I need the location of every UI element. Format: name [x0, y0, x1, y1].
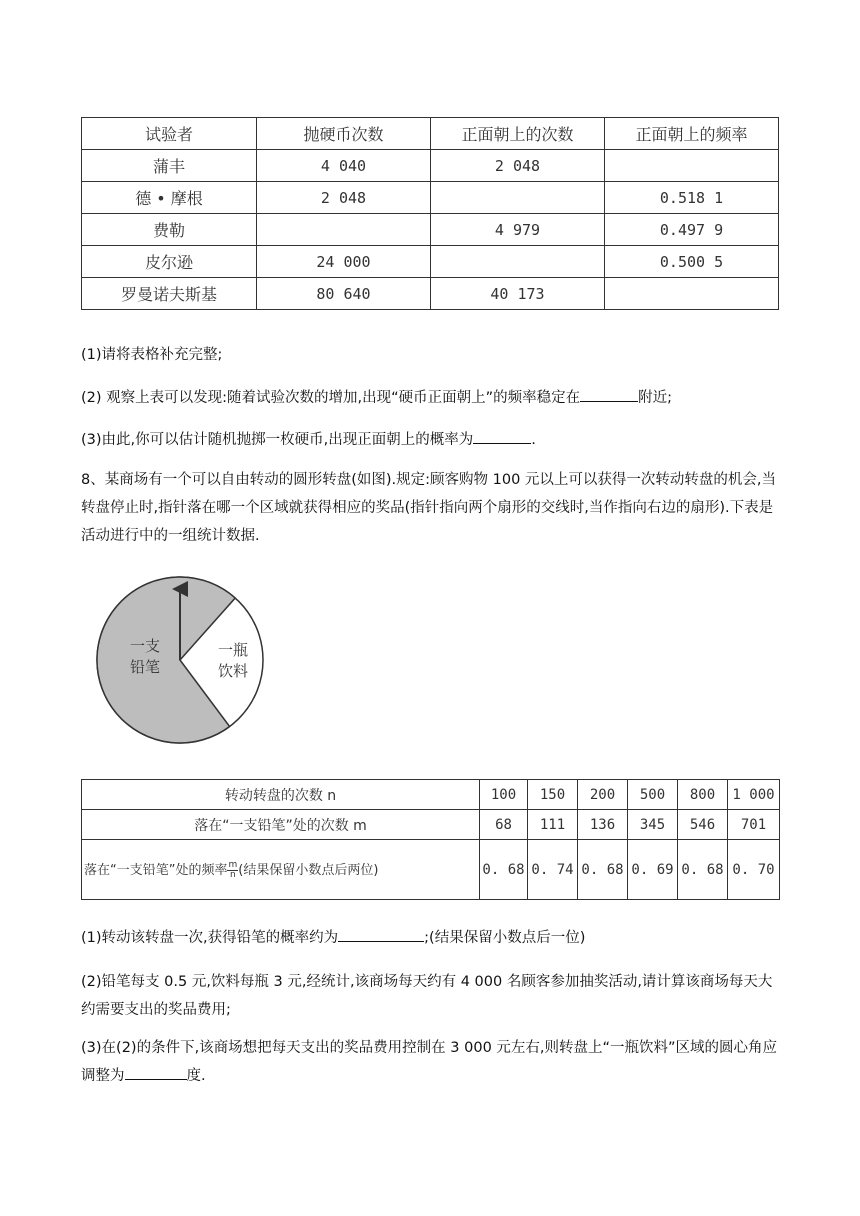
table-row	[82, 246, 779, 278]
q8-part3-text: (3)在(2)的条件下,该商场想把每天支出的奖品费用控制在 3 000 元左右,则转盘上“一瓶饮料”区域的圆心角应调整为	[81, 1040, 778, 1084]
table-row	[82, 150, 779, 182]
q8-part3-tail: 度.	[186, 1068, 206, 1084]
q8-part1-text: (1)转动该转盘一次,获得铅笔的概率约为	[81, 930, 339, 946]
pencil-label-line2: 铅笔	[129, 658, 161, 676]
header-cell: 正面朝上的频率	[605, 118, 779, 150]
row-label-spins: 转动转盘的次数 n	[82, 780, 480, 810]
fraction-m-over-n	[227, 861, 238, 880]
table-cell: 24 000	[257, 246, 431, 278]
row-label-hits: 落在“一支铅笔”处的次数 m	[82, 810, 480, 840]
q7-part2-text: (2) 观察上表可以发现:随着试验次数的增加,出现“硬币正面朝上”的频率稳定在	[81, 390, 581, 406]
table-cell: 150	[528, 780, 578, 810]
table-row	[82, 278, 779, 310]
table-cell: 0. 68	[578, 840, 628, 900]
table-row	[82, 182, 779, 214]
table-cell: 40 173	[431, 278, 605, 310]
table-cell: 0.500 5	[605, 246, 779, 278]
table-cell: 546	[678, 810, 728, 840]
table-cell: 蒲丰	[82, 150, 257, 182]
q8-part2: (2)铅笔每支 0.5 元,饮料每瓶 3 元,经统计,该商场每天约有 4 000 名顾客参加抽奖活动,请计算该商场每天大约需要支出的奖品费用;	[81, 974, 773, 1018]
table-cell: 0. 69	[628, 840, 678, 900]
q8-part3	[81, 1034, 783, 1090]
answer-blank	[125, 1063, 187, 1080]
table-row	[82, 840, 780, 900]
table-cell: 0.518 1	[605, 182, 779, 214]
table-cell	[257, 214, 431, 246]
q7-part1: (1)请将表格补充完整;	[81, 347, 223, 363]
drink-label-line1: 一瓶	[217, 641, 249, 659]
table-cell: 费勒	[82, 214, 257, 246]
q7-part2-tail: 附近;	[638, 390, 673, 406]
table-row	[82, 214, 779, 246]
table-row	[82, 780, 780, 810]
table-cell: 136	[578, 810, 628, 840]
q7-part3-text: (3)由此,你可以估计随机抛掷一枚硬币,出现正面朝上的概率为	[81, 432, 474, 448]
q7-part2	[81, 385, 783, 411]
table-cell: 4 040	[257, 150, 431, 182]
table-cell	[605, 150, 779, 182]
table-cell: 2 048	[257, 182, 431, 214]
header-cell: 抛硬币次数	[257, 118, 431, 150]
table-cell: 德 • 摩根	[82, 182, 257, 214]
answer-blank	[580, 385, 638, 402]
table-cell	[605, 278, 779, 310]
table-cell: 罗曼诺夫斯基	[82, 278, 257, 310]
fraction-numerator: m	[228, 860, 238, 870]
table-cell: 68	[480, 810, 528, 840]
fraction-denominator: n	[230, 870, 236, 880]
table-cell: 0. 74	[528, 840, 578, 900]
table-cell: 345	[628, 810, 678, 840]
table-cell: 500	[628, 780, 678, 810]
table-cell: 800	[678, 780, 728, 810]
freq-label-text: 落在“一支铅笔”处的频率	[84, 863, 228, 878]
table-cell: 0. 68	[480, 840, 528, 900]
table-header-row	[82, 118, 779, 150]
table-cell: 2 048	[431, 150, 605, 182]
freq-label-note: (结果保留小数点后两位)	[238, 863, 379, 878]
table-cell: 80 640	[257, 278, 431, 310]
q8-part1	[81, 925, 783, 951]
table-cell	[431, 246, 605, 278]
table-cell: 701	[728, 810, 780, 840]
answer-blank	[338, 925, 424, 942]
q7-part3-tail: .	[531, 432, 536, 448]
table-cell: 200	[578, 780, 628, 810]
answer-blank	[473, 427, 531, 444]
table-cell: 1 000	[728, 780, 780, 810]
header-cell: 正面朝上的次数	[431, 118, 605, 150]
row-label-frequency	[82, 840, 480, 900]
table-cell: 4 979	[431, 214, 605, 246]
table-cell	[431, 182, 605, 214]
header-cell: 试验者	[82, 118, 257, 150]
pencil-label-line1: 一支	[129, 637, 161, 655]
table-row	[82, 810, 780, 840]
table-cell: 0. 68	[678, 840, 728, 900]
table-cell: 皮尔逊	[82, 246, 257, 278]
q8-intro: 8、某商场有一个可以自由转动的圆形转盘(如图).规定:顾客购物 100 元以上可以获得一次转动转盘的机会,当转盘停止时,指针落在哪一个区域就获得相应的奖品(指针指向两个扇形的交线时,当作指向右边的扇形).下表是活动进行中的一组统计数据.	[81, 472, 777, 544]
q8-part1-tail: ;(结果保留小数点后一位)	[424, 930, 586, 946]
table-cell: 0. 70	[728, 840, 780, 900]
drink-label-line2: 饮料	[217, 662, 249, 680]
table-cell: 111	[528, 810, 578, 840]
spinner-stats-table	[81, 779, 780, 900]
spinner-figure	[90, 575, 270, 755]
table-cell: 100	[480, 780, 528, 810]
coin-toss-table	[81, 117, 779, 310]
q7-part3	[81, 427, 783, 453]
table-cell: 0.497 9	[605, 214, 779, 246]
